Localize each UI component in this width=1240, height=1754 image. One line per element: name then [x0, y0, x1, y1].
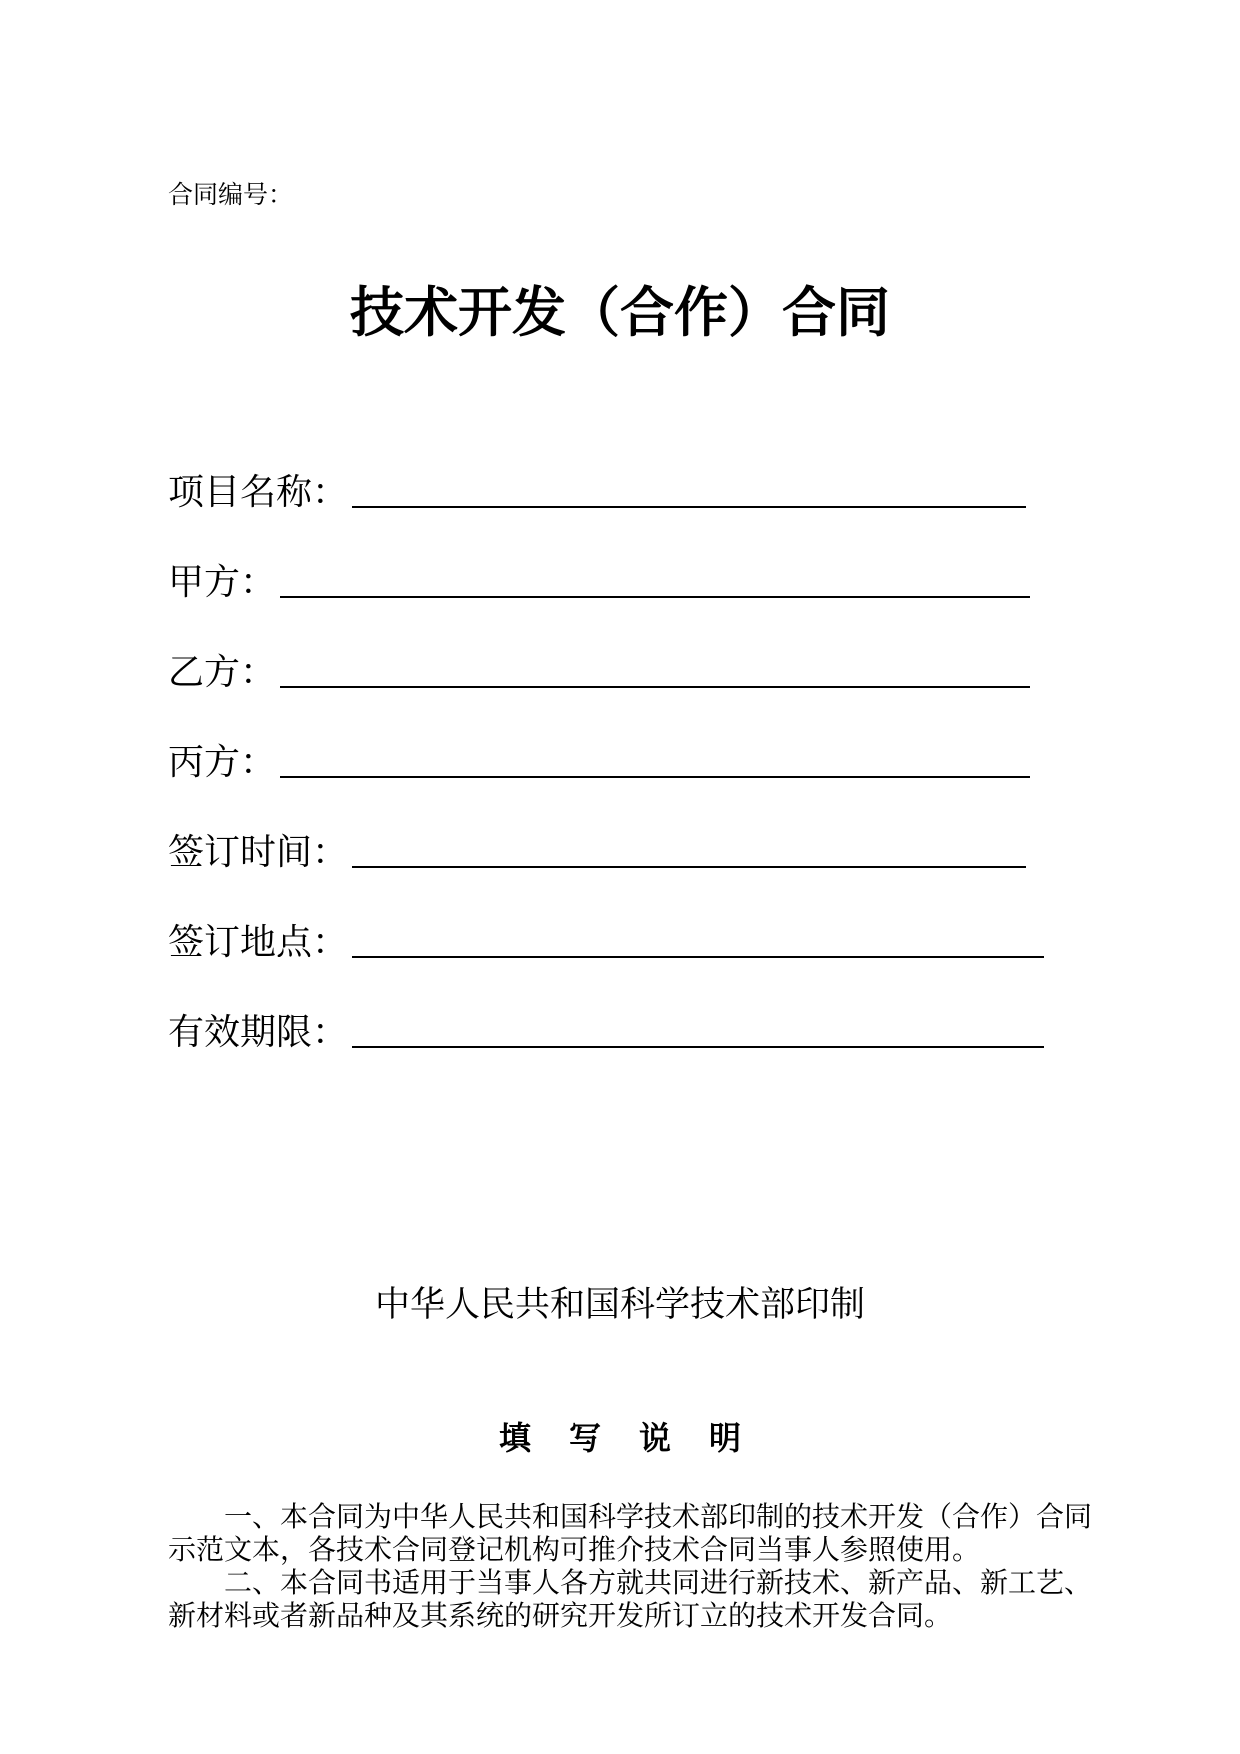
fill-in-line[interactable]	[352, 506, 1026, 508]
field-party-b	[168, 650, 1030, 696]
field-label: 签订时间：	[168, 832, 349, 873]
fill-in-line[interactable]	[352, 866, 1026, 868]
field-party-c	[168, 740, 1030, 786]
field-validity-period	[168, 1010, 1044, 1056]
field-label: 有效期限：	[168, 1012, 349, 1053]
field-project-name	[168, 470, 1026, 516]
field-label: 甲方：	[168, 562, 277, 603]
publisher-line: 中华人民共和国科学技术部印制	[374, 1285, 865, 1325]
instruction-paragraph-2: 二、本合同书适用于当事人各方就共同进行新技术、新产品、新工艺、新材料或者新品种及其系统的研究开发所订立的技术开发合同。	[168, 1566, 1093, 1632]
field-signing-date	[168, 830, 1026, 876]
field-label: 项目名称：	[168, 472, 349, 513]
document-title: 技术开发（合作）合同	[350, 281, 890, 344]
field-label: 乙方：	[168, 652, 277, 693]
field-party-a	[168, 560, 1030, 606]
field-label: 签订地点：	[168, 922, 349, 963]
fill-in-line[interactable]	[280, 776, 1030, 778]
fill-in-line[interactable]	[280, 596, 1030, 598]
instruction-paragraph-1: 一、本合同为中华人民共和国科学技术部印制的技术开发（合作）合同示范文本，各技术合同登记机构可推介技术合同当事人参照使用。	[168, 1500, 1093, 1566]
field-label: 丙方：	[168, 742, 277, 783]
contract-number-label: 合同编号：	[168, 180, 294, 209]
instructions-body	[168, 1500, 1103, 1632]
field-signing-place	[168, 920, 1044, 966]
fill-in-line[interactable]	[352, 956, 1044, 958]
instructions-title: 填写说明	[498, 1419, 779, 1457]
fill-in-line[interactable]	[280, 686, 1030, 688]
fill-in-line[interactable]	[352, 1046, 1044, 1048]
